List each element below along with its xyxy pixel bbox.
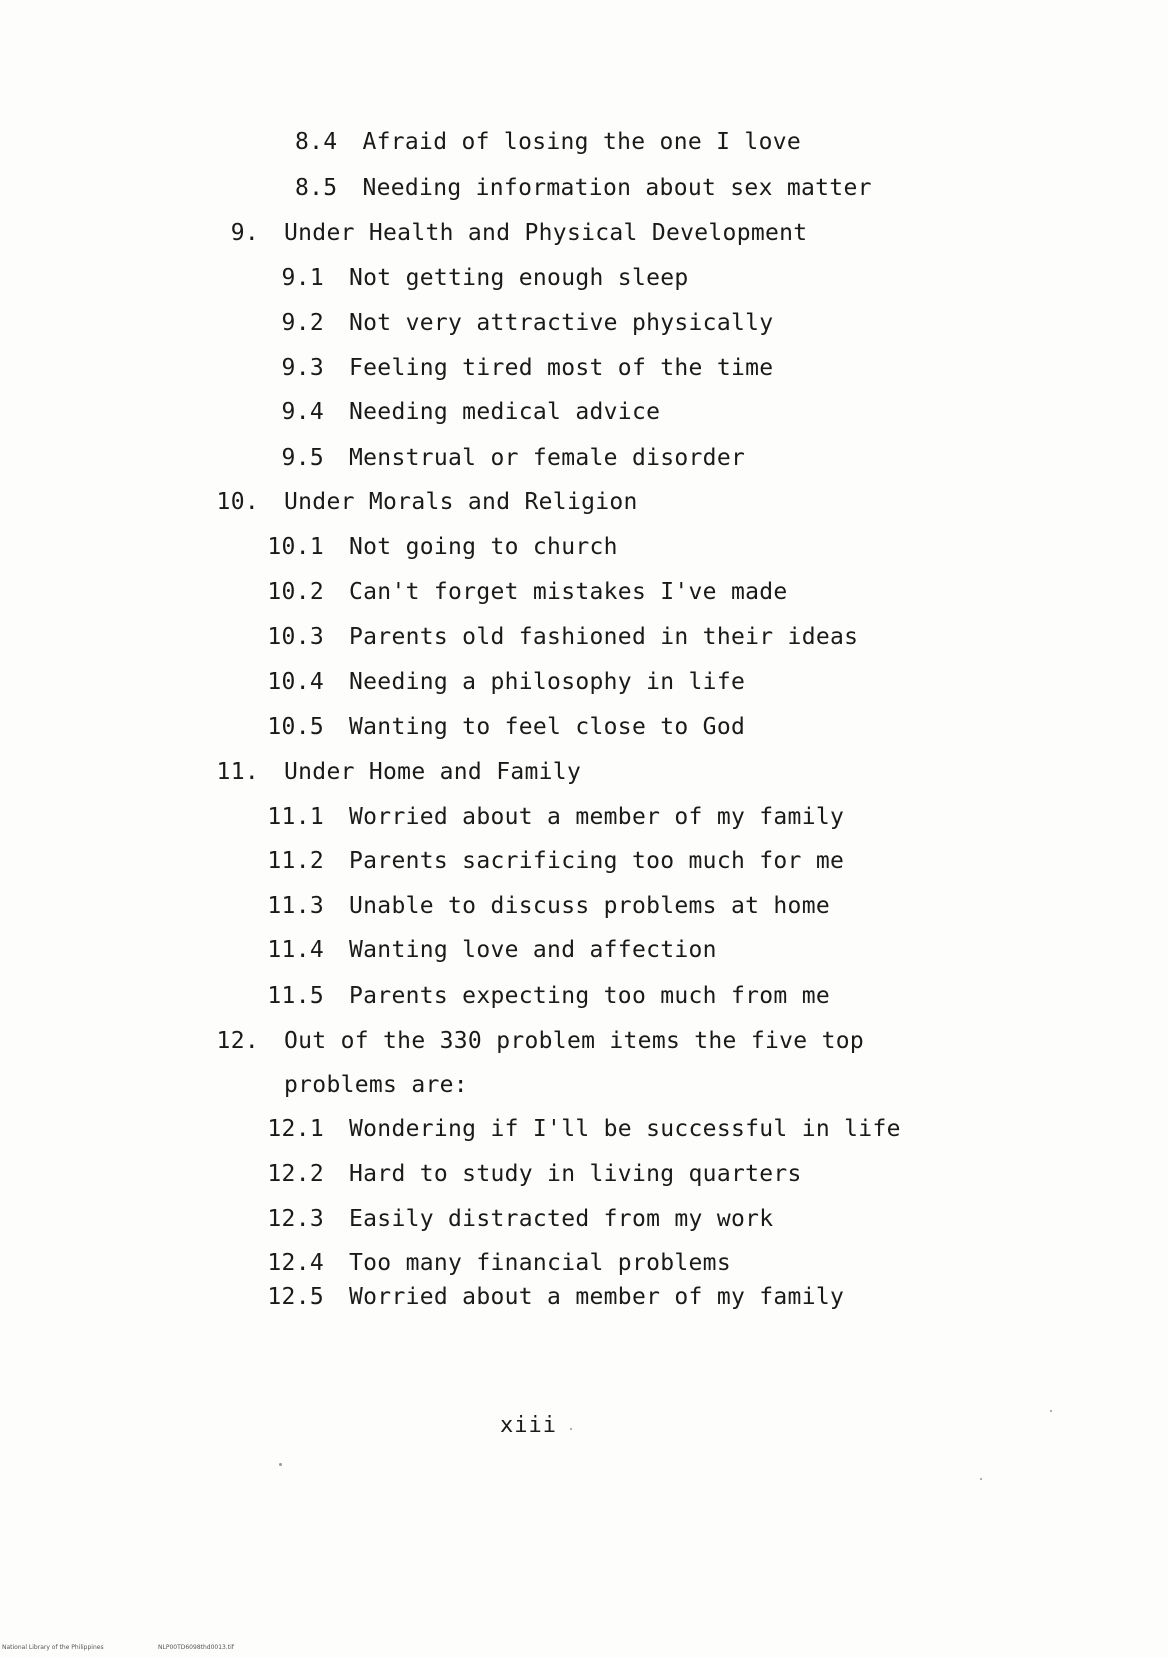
list-item	[262, 1282, 844, 1312]
item-text: Easily distracted from my work	[349, 1206, 774, 1232]
item-text: Worried about a member of my family	[349, 1284, 845, 1310]
item-number: 8.5	[295, 175, 338, 201]
section-title: Under Health and Physical Development	[284, 220, 808, 246]
section-title: Out of the 330 problem items the five top	[284, 1028, 865, 1054]
item-text: Parents sacrificing too much for me	[349, 848, 845, 874]
item-number: 9.5	[281, 445, 324, 471]
item-text: Afraid of losing the one I love	[362, 129, 802, 155]
item-text: Wanting love and affection	[349, 937, 717, 963]
item-number: 11.1	[267, 804, 324, 830]
section-heading	[213, 1026, 864, 1056]
item-text: problems are:	[284, 1072, 468, 1098]
list-item	[262, 935, 717, 965]
item-number: 11.5	[267, 983, 324, 1009]
item-number: 9.2	[281, 310, 324, 336]
list-item	[295, 173, 872, 203]
item-number: 10.4	[267, 669, 324, 695]
item-text: Wondering if I'll be successful in life	[349, 1116, 901, 1142]
item-text: Needing information about sex matter	[362, 175, 872, 201]
section-heading	[213, 487, 638, 517]
item-text: Parents old fashioned in their ideas	[349, 624, 859, 650]
list-item	[262, 622, 858, 652]
list-item	[262, 667, 745, 697]
section-number: 9.	[230, 220, 259, 246]
page-number: xiii	[500, 1413, 557, 1438]
list-item	[262, 981, 830, 1011]
item-text: Menstrual or female disorder	[349, 445, 746, 471]
item-text: Hard to study in living quarters	[349, 1161, 802, 1187]
section-number: 11.	[216, 759, 259, 785]
item-text: Can't forget mistakes I've made	[349, 579, 788, 605]
section-number: 12.	[216, 1028, 259, 1054]
item-number: 10.1	[267, 534, 324, 560]
item-text: Feeling tired most of the time	[349, 355, 774, 381]
item-text: Worried about a member of my family	[349, 804, 845, 830]
scan-speck	[980, 1478, 982, 1480]
item-number: 12.2	[267, 1161, 324, 1187]
item-number: 8.4	[295, 129, 338, 155]
item-number: 12.3	[267, 1206, 324, 1232]
list-item	[262, 577, 788, 607]
list-item	[262, 443, 745, 473]
item-number: 10.5	[267, 714, 324, 740]
item-text: Not going to church	[349, 534, 618, 560]
item-number: 11.4	[267, 937, 324, 963]
section-title: Under Home and Family	[284, 759, 582, 785]
section-number: 10.	[216, 489, 259, 515]
item-number: 9.3	[281, 355, 324, 381]
scan-speck	[1050, 1410, 1052, 1412]
item-text: Not getting enough sleep	[349, 265, 689, 291]
item-number: 9.4	[281, 399, 324, 425]
item-number: 12.5	[267, 1284, 324, 1310]
list-item	[262, 353, 773, 383]
item-text: Parents expecting too much from me	[349, 983, 831, 1009]
list-item	[262, 397, 660, 427]
item-text: Too many financial problems	[349, 1250, 731, 1276]
list-item	[262, 1248, 731, 1278]
list-item	[262, 1204, 773, 1234]
item-text: Wanting to feel close to God	[349, 714, 746, 740]
scan-speck	[279, 1463, 282, 1466]
item-number: 11.3	[267, 893, 324, 919]
list-item	[262, 712, 745, 742]
item-text: Needing medical advice	[349, 399, 661, 425]
section-title-continuation	[284, 1070, 468, 1100]
scan-speck	[570, 1428, 572, 1430]
item-number: 12.1	[267, 1116, 324, 1142]
item-number: 11.2	[267, 848, 324, 874]
list-item	[262, 308, 773, 338]
list-item	[262, 532, 618, 562]
list-item	[262, 802, 844, 832]
list-item	[262, 846, 844, 876]
list-item	[262, 1159, 802, 1189]
footer-library: National Library of the Philippines	[2, 1644, 104, 1651]
item-number: 12.4	[267, 1250, 324, 1276]
list-item	[262, 891, 830, 921]
item-number: 10.3	[267, 624, 324, 650]
section-heading	[213, 757, 581, 787]
list-item	[262, 263, 689, 293]
item-text: Unable to discuss problems at home	[349, 893, 831, 919]
section-heading	[213, 218, 807, 248]
list-item	[262, 1114, 901, 1144]
item-text: Needing a philosophy in life	[349, 669, 746, 695]
section-title: Under Morals and Religion	[284, 489, 638, 515]
item-number: 10.2	[267, 579, 324, 605]
item-number: 9.1	[281, 265, 324, 291]
list-item	[295, 127, 801, 157]
footer-file: NLP00TD6098thd0013.tif	[158, 1644, 234, 1651]
item-text: Not very attractive physically	[349, 310, 774, 336]
